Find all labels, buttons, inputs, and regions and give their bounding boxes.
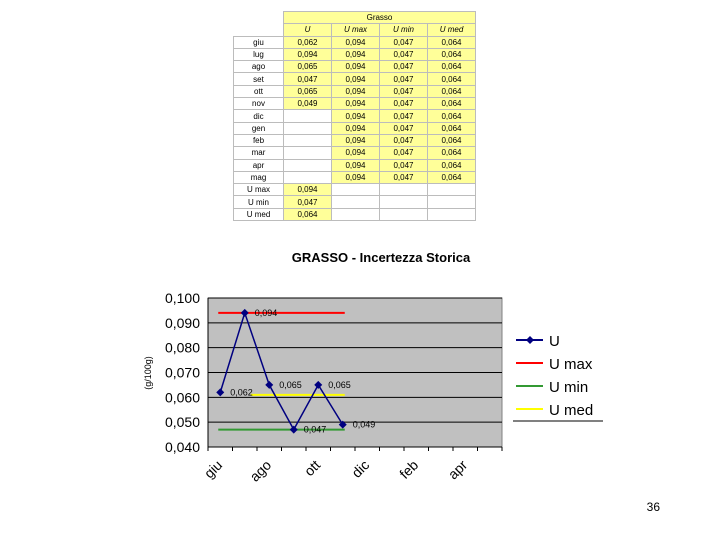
table-cell: 0,094: [332, 61, 380, 73]
table-cell: 0,064: [428, 61, 476, 73]
row-label: set: [234, 73, 284, 85]
data-label: 0,062: [230, 387, 253, 398]
table-cell: 0,094: [332, 147, 380, 159]
table-cell: 0,047: [380, 122, 428, 134]
column-header: U max: [332, 24, 380, 36]
table-cell: 0,047: [380, 110, 428, 122]
table-cell: 0,064: [428, 171, 476, 183]
table-cell: 0,047: [380, 171, 428, 183]
table-cell: 0,094: [332, 73, 380, 85]
y-tick-label: 0,060: [164, 389, 200, 406]
legend-label: U max: [549, 356, 593, 373]
y-tick-label: 0,100: [164, 290, 200, 306]
table-cell: 0,065: [284, 61, 332, 73]
row-label: lug: [234, 48, 284, 60]
table-cell: 0,064: [428, 73, 476, 85]
y-tick-label: 0,050: [164, 414, 200, 431]
table-cell: 0,094: [332, 98, 380, 110]
table-cell: 0,064: [428, 147, 476, 159]
table-cell: 0,064: [428, 85, 476, 97]
data-label: 0,049: [352, 419, 376, 430]
y-tick-label: 0,090: [164, 314, 200, 331]
column-header: U min: [380, 24, 428, 36]
table-cell: 0,047: [380, 147, 428, 159]
summary-value: 0,047: [284, 196, 332, 208]
table-cell: 0,062: [284, 36, 332, 48]
row-label: apr: [234, 159, 284, 171]
row-label: feb: [234, 134, 284, 146]
row-label: ott: [234, 85, 284, 97]
table-cell: 0,047: [380, 73, 428, 85]
legend: [513, 333, 603, 421]
table-cell: 0,064: [428, 134, 476, 146]
row-label: gen: [234, 122, 284, 134]
summary-label: U min: [234, 196, 284, 208]
table-cell: 0,094: [284, 48, 332, 60]
row-label: ago: [234, 61, 284, 73]
chart-title: GRASSO - Incertezza Storica: [291, 250, 471, 265]
table-cell: 0,064: [428, 110, 476, 122]
table-cell: 0,094: [332, 36, 380, 48]
table-cell: 0,047: [380, 134, 428, 146]
summary-value: 0,094: [284, 184, 332, 196]
table-cell: 0,047: [380, 98, 428, 110]
table-cell: 0,047: [380, 36, 428, 48]
table-cell: 0,094: [332, 159, 380, 171]
y-tick-label: 0,070: [164, 364, 200, 381]
data-label: 0,047: [303, 424, 327, 435]
table-cell: 0,094: [332, 134, 380, 146]
legend-label: U med: [549, 402, 594, 419]
table-cell: 0,064: [428, 36, 476, 48]
y-axis-label: (g/100g): [143, 356, 153, 390]
summary-value: 0,064: [284, 208, 332, 220]
data-label: 0,065: [328, 379, 351, 390]
x-tick-label: dic: [348, 456, 373, 481]
table-cell: 0,064: [428, 159, 476, 171]
row-label: mag: [234, 171, 284, 183]
table-cell: 0,047: [380, 85, 428, 97]
row-label: giu: [234, 36, 284, 48]
table-cell: 0,094: [332, 48, 380, 60]
legend-marker: [526, 336, 534, 344]
column-header: U: [284, 24, 332, 36]
data-label: 0,065: [279, 379, 302, 390]
table-cell: 0,049: [284, 98, 332, 110]
table-cell: 0,064: [428, 98, 476, 110]
table-cell: 0,047: [380, 61, 428, 73]
legend-label: U: [549, 333, 560, 350]
data-label: 0,094: [254, 307, 278, 318]
table-cell: 0,047: [284, 73, 332, 85]
y-tick-label: 0,040: [164, 439, 200, 455]
table-cell: 0,065: [284, 85, 332, 97]
row-label: nov: [234, 98, 284, 110]
summary-label: U max: [234, 184, 284, 196]
table-cell: 0,094: [332, 85, 380, 97]
x-tick-label: ott: [300, 456, 324, 480]
table-cell: 0,064: [428, 48, 476, 60]
table-cell: 0,064: [428, 122, 476, 134]
x-tick-label: feb: [396, 456, 422, 482]
legend-label: U min: [549, 379, 589, 396]
table-cell: 0,094: [332, 110, 380, 122]
row-label: dic: [234, 110, 284, 122]
x-tick-label: ago: [246, 456, 275, 485]
column-header: U med: [428, 24, 476, 36]
table-cell: 0,047: [380, 48, 428, 60]
row-label: mar: [234, 147, 284, 159]
x-tick-label: giu: [200, 456, 226, 482]
x-tick-label: apr: [444, 456, 471, 483]
table-cell: 0,047: [380, 159, 428, 171]
summary-label: U med: [234, 208, 284, 220]
table-cell: 0,094: [332, 171, 380, 183]
table-cell: 0,094: [332, 122, 380, 134]
y-tick-label: 0,080: [164, 339, 200, 356]
page-number: 36: [646, 500, 660, 514]
table-title: Grasso: [284, 12, 476, 24]
